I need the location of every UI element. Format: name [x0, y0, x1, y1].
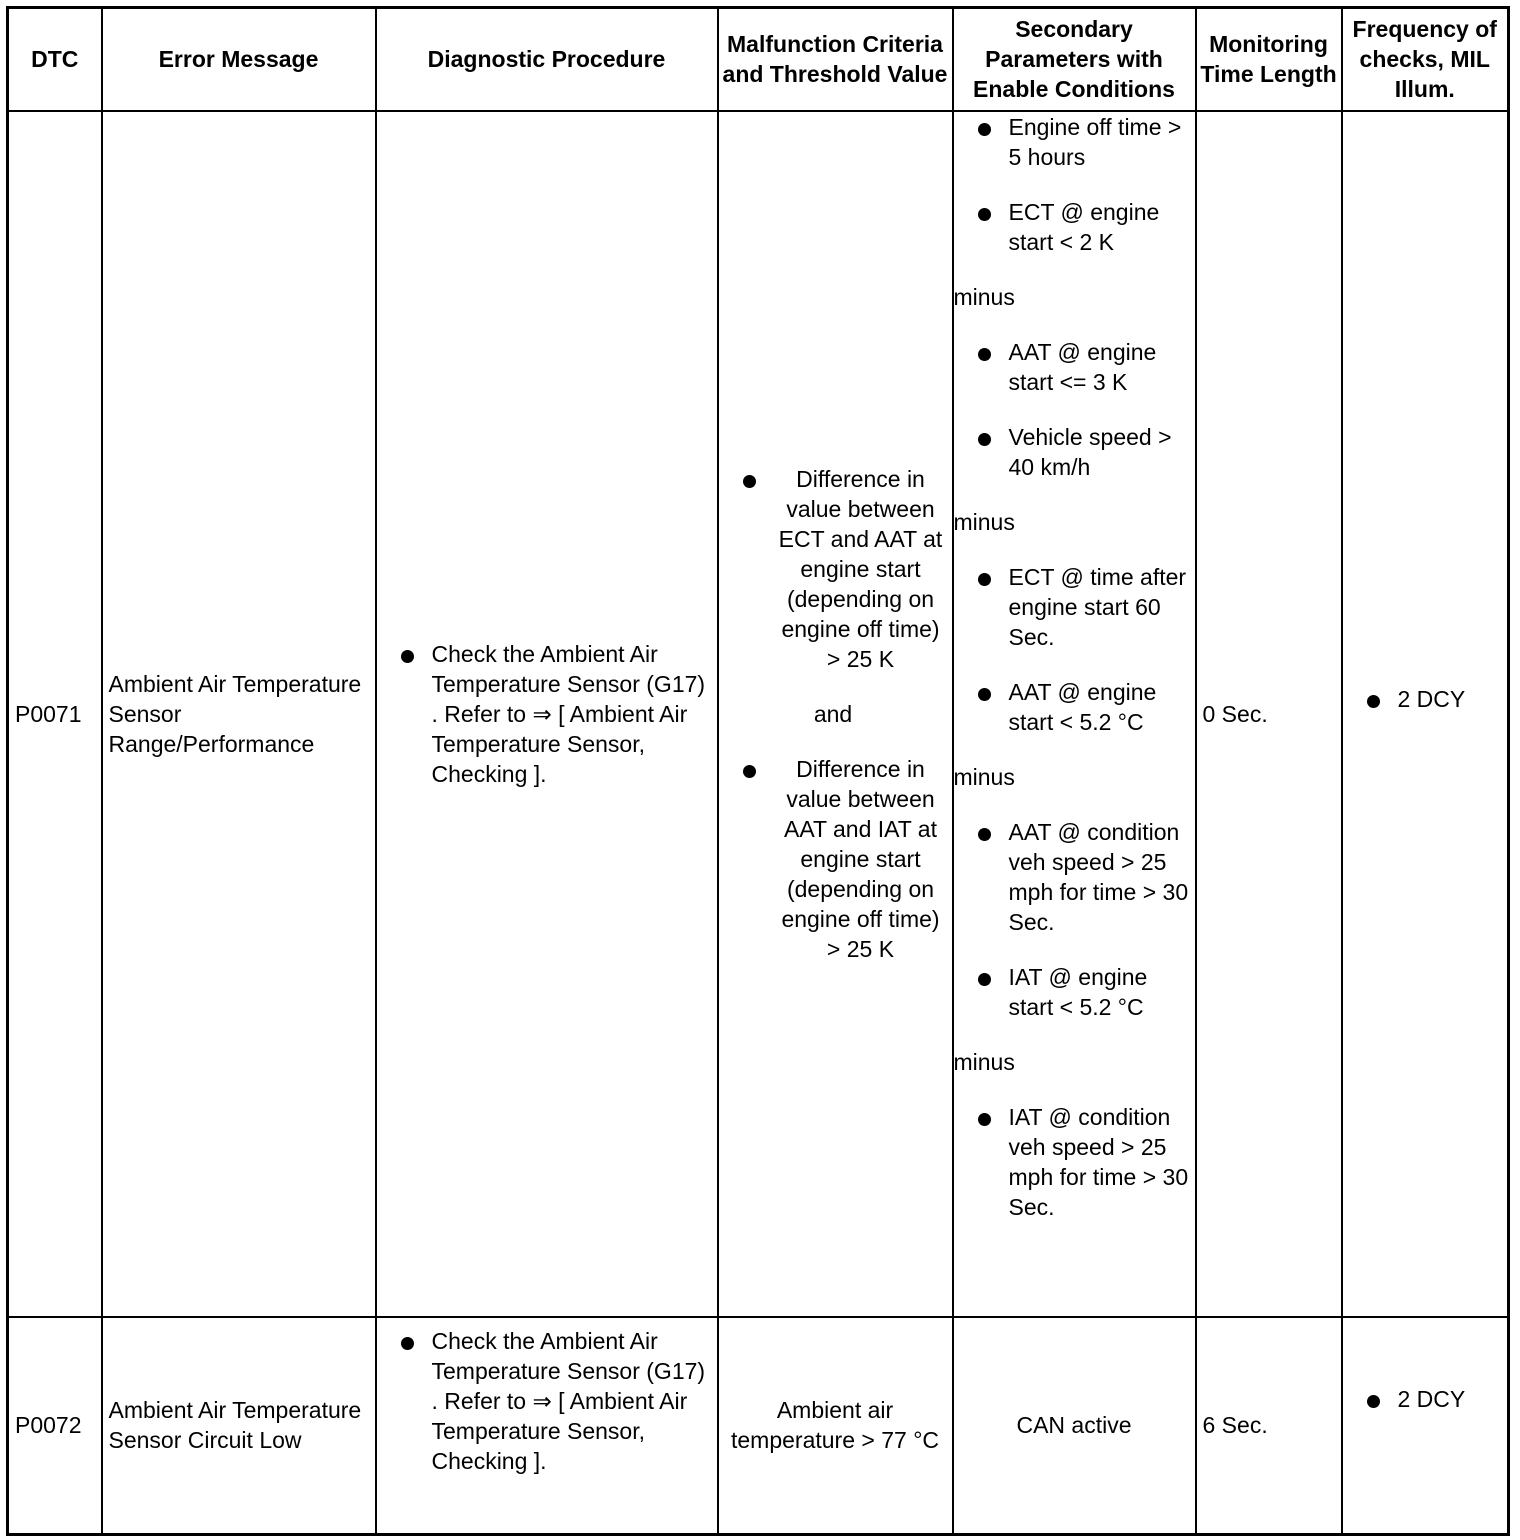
bullet-icon [1367, 695, 1380, 708]
monitoring-time: 6 Sec. [1196, 1317, 1342, 1535]
header-dtc: DTC [8, 8, 102, 111]
diagnostic-procedure [376, 111, 718, 1317]
secondary-parameters: CAN active [953, 1317, 1196, 1535]
list-item [719, 754, 952, 964]
minus-label: minus [953, 508, 1015, 535]
header-row [8, 8, 1509, 111]
minus-label: minus [953, 1048, 1015, 1075]
minus-label: minus [953, 283, 1015, 310]
list-item: 2 DCY [1343, 684, 1508, 714]
bullet-icon [401, 650, 414, 663]
bullet-icon [743, 765, 756, 778]
header-error-message: Error Message [102, 8, 376, 111]
list-item: 2 DCY [1343, 1384, 1508, 1414]
table-row [8, 1317, 1509, 1535]
error-message: Ambient Air Temperature Sensor Circuit Low [102, 1317, 376, 1535]
bullet-icon [978, 573, 991, 586]
bullet-icon [978, 688, 991, 701]
header-malfunction-criteria: Malfunction Criteria and Threshold Value [718, 8, 953, 111]
secondary-parameters [953, 111, 1196, 1317]
bullet-icon [978, 208, 991, 221]
bullet-icon [978, 828, 991, 841]
bullet-icon [401, 1337, 414, 1350]
header-monitoring-time: Monitoring Time Length [1196, 8, 1342, 111]
list-item: IAT @ condition veh speed > 25 mph for time > 30 Sec. [954, 1102, 1195, 1222]
header-frequency: Frequency of checks, MIL Illum. [1342, 8, 1509, 111]
list-item [719, 464, 952, 674]
malfunction-criteria [718, 111, 953, 1317]
table-row [8, 111, 1509, 1317]
procedure-text: Check the Ambient Air Temperature Sensor (G17) . Refer to ⇒ [ Ambient Air Temperature Sensor, Checking ]. [431, 1327, 706, 1474]
frequency [1342, 111, 1509, 1317]
bullet-icon [743, 475, 756, 488]
bullet-icon [1367, 1395, 1380, 1408]
list-item: IAT @ engine start < 5.2 °C [954, 962, 1195, 1022]
criteria-text: Difference in value between ECT and AAT at engine start (depending on engine off time) > 25 K [778, 465, 943, 672]
bullet-icon [978, 348, 991, 361]
procedure-text: Check the Ambient Air Temperature Sensor (G17) . Refer to ⇒ [ Ambient Air Temperature Sensor, Checking ]. [431, 640, 706, 787]
criteria-text: Difference in value between AAT and IAT at engine start (depending on engine off time) > 25 K [781, 755, 940, 962]
dtc-code: P0072 [8, 1317, 102, 1535]
monitoring-time: 0 Sec. [1196, 111, 1342, 1317]
list-item [377, 1326, 717, 1476]
list-item: AAT @ engine start < 5.2 °C [954, 677, 1195, 737]
diagnostic-procedure [376, 1317, 718, 1535]
bullet-icon [978, 123, 991, 136]
criteria-connector: and [813, 700, 853, 727]
list-item: ECT @ engine start < 2 K [954, 197, 1195, 257]
bullet-icon [978, 433, 991, 446]
bullet-icon [978, 1113, 991, 1126]
header-secondary-parameters: Secondary Parameters with Enable Conditions [953, 8, 1196, 111]
malfunction-criteria: Ambient air temperature > 77 °C [718, 1317, 953, 1535]
list-item: AAT @ engine start <= 3 K [954, 337, 1195, 397]
header-diagnostic-procedure: Diagnostic Procedure [376, 8, 718, 111]
list-item: AAT @ condition veh speed > 25 mph for time > 30 Sec. [954, 817, 1195, 937]
minus-label: minus [953, 763, 1015, 790]
list-item: ECT @ time after engine start 60 Sec. [954, 562, 1195, 652]
bullet-icon [978, 973, 991, 986]
list-item: Vehicle speed > 40 km/h [954, 422, 1195, 482]
error-message: Ambient Air Temperature Sensor Range/Performance [102, 111, 376, 1317]
list-item: Engine off time > 5 hours [954, 112, 1195, 172]
list-item [377, 639, 717, 789]
dtc-code: P0071 [8, 111, 102, 1317]
frequency [1342, 1317, 1509, 1535]
dtc-table [6, 6, 1510, 1536]
